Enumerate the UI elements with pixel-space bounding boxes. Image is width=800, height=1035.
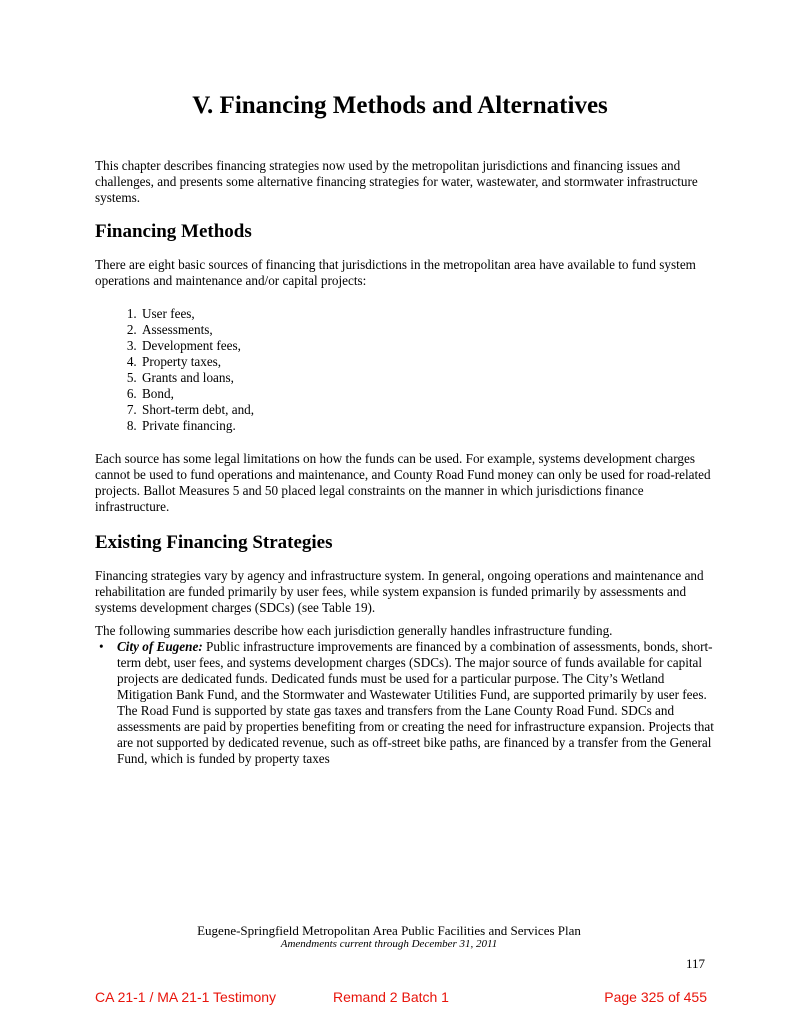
- list-item: [99, 639, 715, 767]
- list-item: 8. Private financing.: [140, 418, 715, 434]
- list-item: 2. Assessments,: [140, 322, 715, 338]
- page-number: 117: [685, 956, 705, 971]
- list-item: 7. Short-term debt, and,: [140, 402, 715, 418]
- financing-methods-list: [95, 306, 715, 434]
- jurisdiction-name: City of Eugene:: [117, 639, 203, 654]
- footer-amendments: Amendments current through December 31, 2011: [280, 938, 498, 950]
- list-item: 1. User fees,: [140, 306, 715, 322]
- testimony-label: CA 21-1 / MA 21-1 Testimony: [95, 989, 277, 1005]
- testimony-page-count: Page 325 of 455: [604, 989, 707, 1005]
- financing-methods-closing: Each source has some legal limitations on how the funds can be used. For example, systems development charges cannot be used to fund operations and maintenance, and County Road Fund money can only be used for road-related projects. Ballot Measures 5 and 50 placed legal constraints on the manner in which jurisdictions finance infrastructure.: [95, 451, 711, 514]
- financing-methods-lead: There are eight basic sources of financing that jurisdictions in the metropolitan area have available to fund system operations and maintenance and/or capital projects:: [95, 257, 696, 288]
- intro-paragraph: This chapter describes financing strategies now used by the metropolitan jurisdictions and financing issues and challenges, and presents some alternative financing strategies for water, wastewater, and stormwater infrastructure systems.: [95, 158, 698, 205]
- body-content: [95, 158, 715, 767]
- batch-label: Remand 2 Batch 1: [333, 989, 449, 1005]
- heading-existing-strategies: Existing Financing Strategies: [95, 532, 333, 553]
- heading-financing-methods: Financing Methods: [95, 221, 252, 242]
- existing-strategies-para2: The following summaries describe how each jurisdiction generally handles infrastructure funding.: [95, 623, 613, 638]
- page-title: V. Financing Methods and Alternatives: [192, 92, 608, 119]
- list-item: 3. Development fees,: [140, 338, 715, 354]
- footer-plan-title: Eugene-Springfield Metropolitan Area Public Facilities and Services Plan: [197, 923, 581, 938]
- testimony-stamp: [95, 989, 707, 1009]
- jurisdiction-list: [95, 639, 715, 767]
- list-item: 4. Property taxes,: [140, 354, 715, 370]
- existing-strategies-para1: Financing strategies vary by agency and infrastructure system. In general, ongoing operations and maintenance and rehabilitation are funded primarily by user fees, while system expansion is funded primarily by assessments and systems development charges (SDCs) (see Table 19).: [95, 568, 704, 615]
- list-item: 5. Grants and loans,: [140, 370, 715, 386]
- list-item: 6. Bond,: [140, 386, 715, 402]
- bullet-icon: •: [99, 639, 104, 654]
- jurisdiction-text: Public infrastructure improvements are financed by a combination of assessments, bonds, short-term debt, user fees, and systems development charges (SDCs). The major source of funds available for capital projects are dedicated funds. Dedicated funds must be used for a particular purpose. The City’s Wetland Mitigation Bank Fund, and the Stormwater and Wastewater Utilities Fund, are supported primarily by user fees. The Road Fund is supported by state gas taxes and transfers from the Lane County Road Fund. SDCs and assessments are paid by properties benefiting from or creating the need for infrastructure expansion. Projects that are not supported by dedicated revenue, such as off-street bike paths, are financed by a transfer from the General Fund, which is funded by property taxes: [117, 639, 714, 766]
